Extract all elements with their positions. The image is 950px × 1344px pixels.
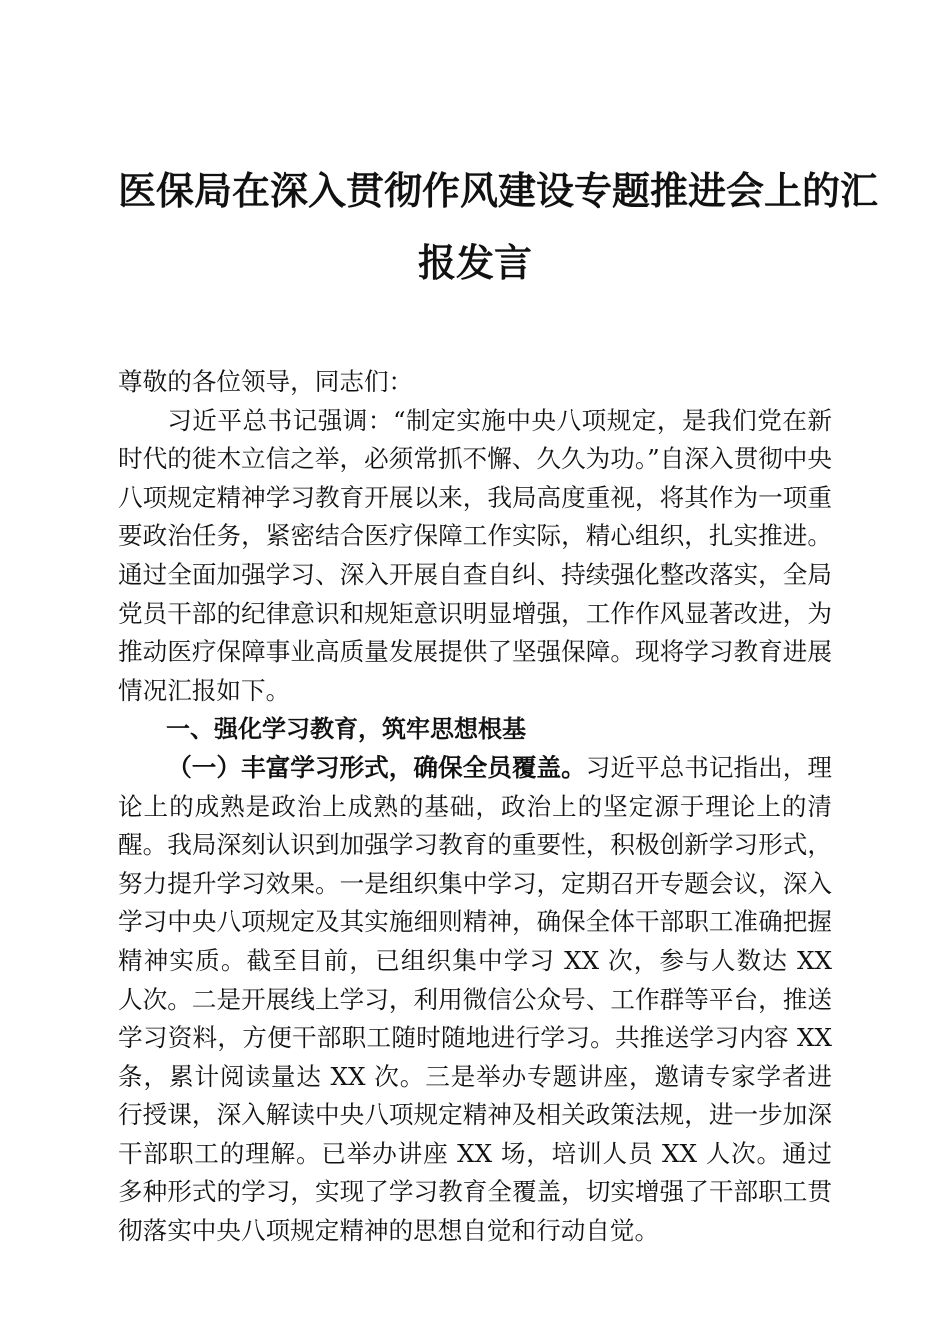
section-heading-1: 一、强化学习教育，筑牢思想根基 — [166, 715, 526, 744]
intro-paragraph: 习近平总书记强调：“制定实施中央八项规定，是我们党在新时代的徙木立信之举，必须常抓不懈、久久为功。”自深入贯彻中央八项规定精神学习教育开展以来，我局高度重视，将其作为一项重要政治任务，紧密结合医疗保障工作实际，精心组织，扎实推进。通过全面加强学习、深入开展自查自纠、持续强化整改落实，全局党员干部的纪律意识和规矩意识明显增强，工作作风显著改进，为推动医疗保障事业高质量发展提供了坚强保障。现将学习教育进展情况汇报如下。 — [118, 405, 832, 705]
salutation: 尊敬的各位领导，同志们： — [118, 367, 414, 396]
subsection-body: 习近平总书记指出，理论上的成熟是政治上成熟的基础，政治上的坚定源于理论上的清醒。我局深刻认识到加强学习教育的重要性，积极创新学习形式，努力提升学习效果。一是组织集中学习，定期召开专题会议，深入学习中央八项规定及其实施细则精神，确保全体干部职工准确把握精神实质。截至目前，已组织集中学习 XX 次，参与人数达 XX 人次。二是开展线上学习，利用微信公众号、工作群等平台，推送学习资料，方便干部职工随时随地进行学习。共推送学习内容 XX 条，累计阅读量达 XX 次。三是举办专题讲座，邀请专家学者进行授课，深入解读中央八项规定精神及相关政策法规，进一步加深干部职工的理解。已举办讲座 XX 场，培训人员 XX 人次。通过多种形式的学习，实现了学习教育全覆盖，切实增强了干部职工贯彻落实中央八项规定精神的思想自觉和行动自觉。 — [118, 752, 832, 1246]
subsection-lead: （一）丰富学习形式，确保全员覆盖。 — [167, 752, 586, 782]
document-title-line-1: 医保局在深入贯彻作风建设专题推进会上的汇 — [118, 168, 879, 213]
document-title-line-2: 报发言 — [417, 240, 532, 285]
document-body — [118, 363, 832, 1251]
subsection-paragraph-1 — [118, 749, 832, 1251]
